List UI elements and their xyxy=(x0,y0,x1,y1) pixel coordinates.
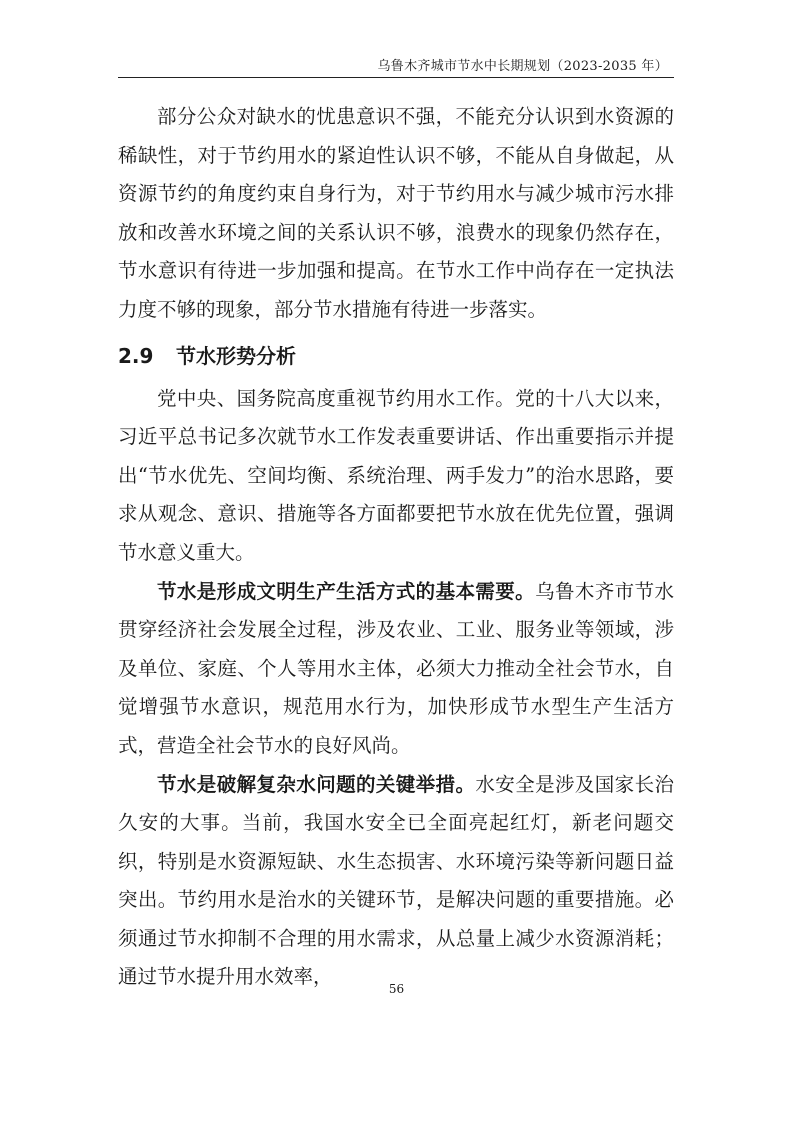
paragraph-key-measure xyxy=(118,766,674,998)
header-title: 乌鲁木齐城市节水中长期规划（2023-2035 年） xyxy=(377,59,668,74)
paragraph-civilized-lifestyle xyxy=(118,573,674,766)
section-heading xyxy=(118,336,674,376)
page-header xyxy=(118,50,674,78)
section-title: 节水形势分析 xyxy=(176,343,296,368)
section-number: 2.9 xyxy=(118,343,154,368)
paragraph-key-measure-text: 水安全是涉及国家长治久安的大事。当前，我国水安全已全面亮起红灯，新老问题交织，特别是水资源短缺、水生态损害、水环境污染等新问题日益突出。节约用水是治水的关键环节，是解决问题的重要措施。必须通过节水抑制不合理的用水需求，从总量上减少水资源消耗；通过节水提升用水效率， xyxy=(118,772,674,989)
page-number: 56 xyxy=(388,982,405,996)
paragraph-civilized-lifestyle-text: 乌鲁木齐市节水贯穿经济社会发展全过程，涉及农业、工业、服务业等领域，涉及单位、家庭、个人等用水主体，必须大力推动全社会节水，自觉增强节水意识，规范用水行为，加快形成节水型生产生活方式，营造全社会节水的良好风尚。 xyxy=(118,579,674,757)
paragraph-awareness-text: 部分公众对缺水的忧患意识不强，不能充分认识到水资源的稀缺性，对于节约用水的紧迫性认识不够，不能从自身做起，从资源节约的角度约束自身行为，对于节约用水与减少城市污水排放和改善水环境之间的关系认识不够，浪费水的现象仍然存在，节水意识有待进一步加强和提高。在节水工作中尚存在一定执法力度不够的现象，部分节水措施有待进一步落实。 xyxy=(118,105,674,321)
paragraph-key-measure-lead: 节水是破解复杂水问题的关键举措。 xyxy=(157,772,476,796)
paragraph-central-government-text: 党中央、国务院高度重视节约用水工作。党的十八大以来，习近平总书记多次就节水工作发表重要讲话、作出重要指示并提出“节水优先、空间均衡、系统治理、两手发力”的治水思路，要求从观念、意识、措施等各方面都要把节水放在优先位置，强调节水意义重大。 xyxy=(118,386,674,564)
paragraph-civilized-lifestyle-lead: 节水是形成文明生产生活方式的基本需要。 xyxy=(157,579,536,603)
document-body xyxy=(118,98,674,997)
paragraph-awareness xyxy=(118,98,674,330)
paragraph-central-government xyxy=(118,380,674,573)
